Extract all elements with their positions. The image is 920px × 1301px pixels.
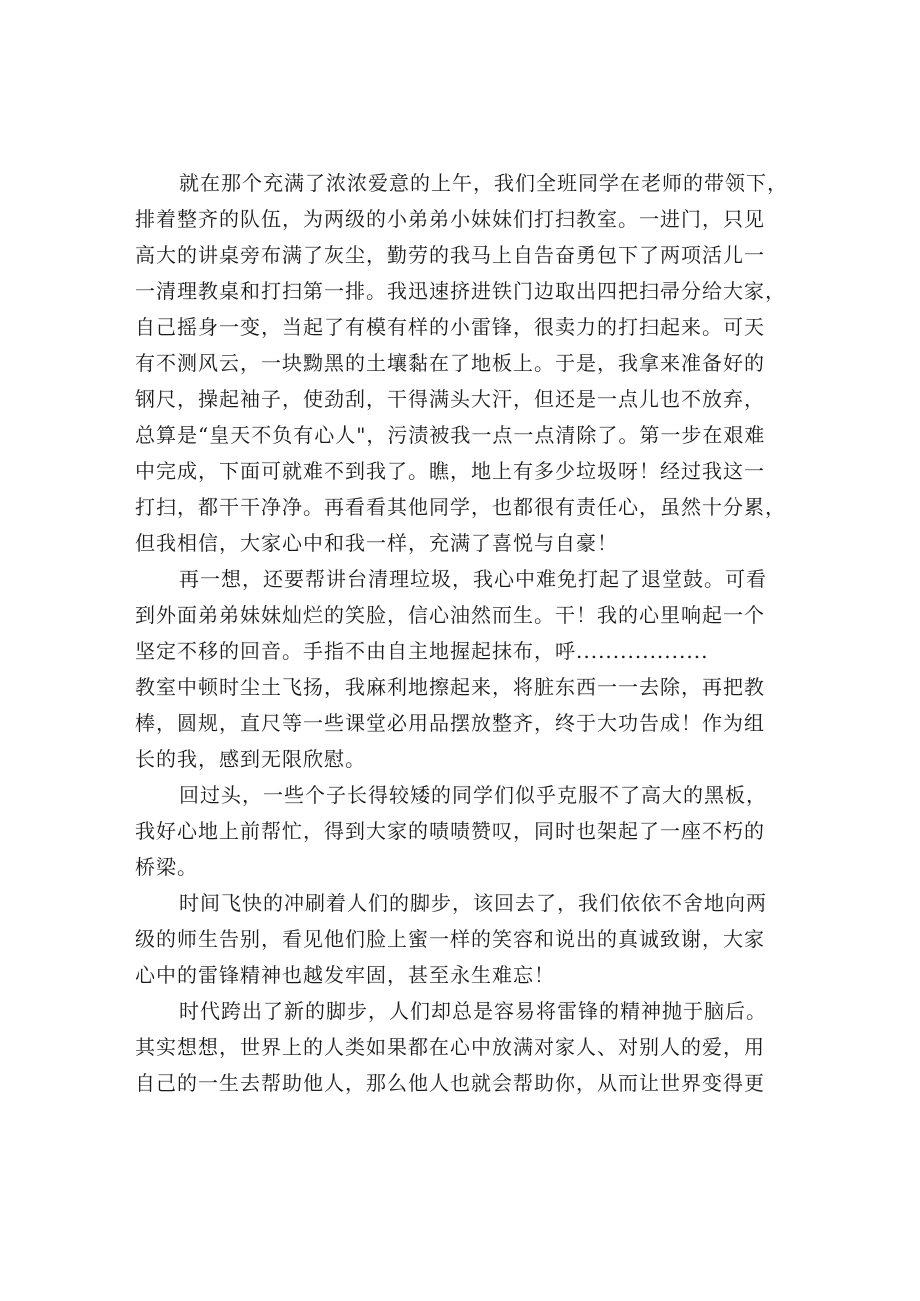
text-line: 高大的讲桌旁布满了灰尘，勤劳的我马上自告奋勇包下了两项活儿一 bbox=[135, 243, 765, 267]
text-line: 自己的一生去帮助他人，那么他人也就会帮助你，从而让世界变得更 bbox=[135, 1071, 765, 1095]
text-line: 教室中顿时尘土飞扬，我麻利地擦起来，将脏东西一一去除，再把教 bbox=[135, 675, 765, 699]
text-line: 有不测风云，一块黝黑的土壤黏在了地板上。于是，我拿来准备好的 bbox=[135, 351, 765, 375]
paragraph-2 bbox=[135, 561, 795, 777]
paragraph-5 bbox=[135, 993, 795, 1101]
paragraph-1 bbox=[135, 165, 795, 561]
essay-body bbox=[135, 165, 795, 1101]
text-line: 棒，圆规，直尺等一些课堂必用品摆放整齐，终于大功告成！作为组 bbox=[135, 711, 765, 735]
text-line: 级的师生告别，看见他们脸上蜜一样的笑容和说出的真诚致谢，大家 bbox=[135, 927, 765, 951]
text-line: 总算是“皇天不负有心人"，污渍被我一点一点清除了。第一步在艰难 bbox=[135, 423, 766, 447]
text-line: 回过头，一些个子长得较矮的同学们似乎克服不了高大的黑板， bbox=[179, 783, 767, 807]
text-line: 就在那个充满了浓浓爱意的上午，我们全班同学在老师的带领下， bbox=[179, 171, 788, 195]
paragraph-3 bbox=[135, 777, 795, 885]
text-line: 再一想，还要帮讲台清理垃圾，我心中难免打起了退堂鼓。可看 bbox=[179, 567, 767, 591]
text-line: 其实想想，世界上的人类如果都在心中放满对家人、对别人的爱，用 bbox=[135, 1035, 765, 1059]
text-line: 排着整齐的队伍，为两级的小弟弟小妹妹们打扫教室。一进门，只见 bbox=[135, 207, 765, 231]
text-line: 打扫，都干干净净。再看看其他同学，也都很有责任心，虽然十分累， bbox=[135, 495, 786, 519]
text-line: 时间飞快的冲刷着人们的脚步，该回去了，我们依依不舍地向两 bbox=[179, 891, 767, 915]
text-line: 钢尺，操起袖子，使劲刮，干得满头大汗，但还是一点儿也不放弃， bbox=[135, 387, 765, 411]
paragraph-4 bbox=[135, 885, 795, 993]
text-line: 坚定不移的回音。手指不由自主地握起抹布，呼.................. bbox=[135, 639, 709, 663]
text-line: 心中的雷锋精神也越发牢固，甚至永生难忘！ bbox=[135, 963, 555, 987]
text-line: 长的我，感到无限欣慰。 bbox=[135, 747, 366, 771]
text-line: 桥梁。 bbox=[135, 855, 198, 879]
text-line: 自己摇身一变，当起了有模有样的小雷锋，很卖力的打扫起来。可天 bbox=[135, 315, 765, 339]
text-line: 但我相信，大家心中和我一样，充满了喜悦与自豪！ bbox=[135, 531, 618, 555]
text-line: 时代跨出了新的脚步，人们却总是容易将雷锋的精神抛于脑后。 bbox=[179, 999, 767, 1023]
text-line: 我好心地上前帮忙，得到大家的啧啧赞叹，同时也架起了一座不朽的 bbox=[135, 819, 765, 843]
text-line: 一清理教桌和打扫第一排。我迅速挤进铁门边取出四把扫帚分给大家， bbox=[135, 279, 786, 303]
text-line: 中完成，下面可就难不到我了。瞧，地上有多少垃圾呀！经过我这一 bbox=[135, 459, 765, 483]
text-line: 到外面弟弟妹妹灿烂的笑脸，信心油然而生。干！我的心里响起一个 bbox=[135, 603, 765, 627]
